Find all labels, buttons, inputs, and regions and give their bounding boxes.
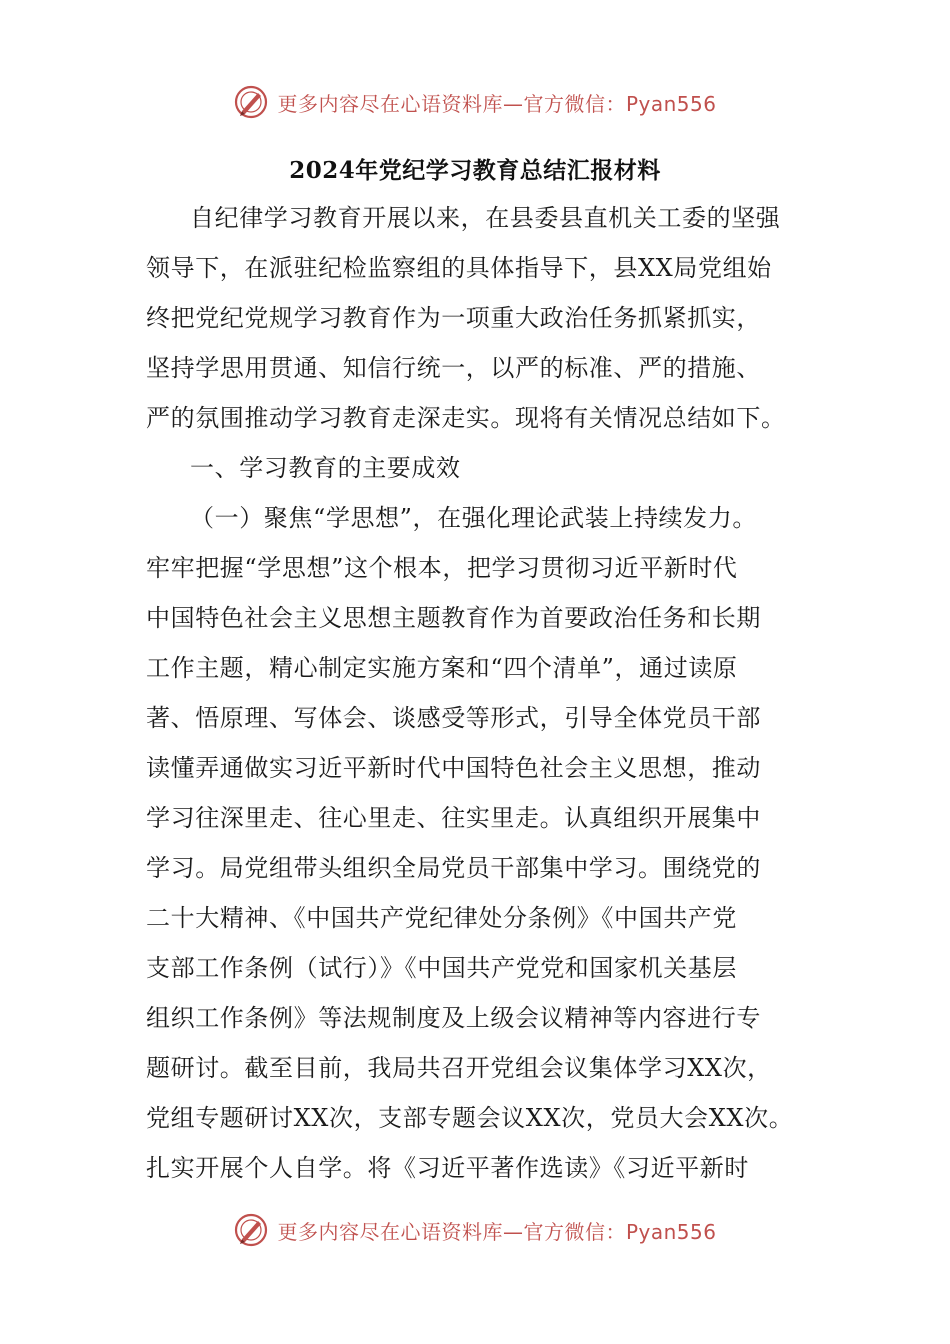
paragraph-line: 二十大精神、《中国共产党纪律处分条例》《中国共产党: [146, 904, 737, 932]
paragraph-line: 领导下，在派驻纪检监察组的具体指导下，县XX局党组始: [146, 254, 772, 282]
banner-text: 更多内容尽在心语资料库—官方微信：Pyan556: [277, 1219, 717, 1244]
paragraph-line: 读懂弄通做实习近平新时代中国特色社会主义思想，推动: [146, 754, 761, 782]
paragraph-line: 终把党纪党规学习教育作为一项重大政治任务抓紧抓实，: [146, 304, 761, 332]
pen-circle-logo-icon: [233, 84, 269, 120]
paragraph-line: 学习。局党组带头组织全局党员干部集中学习。围绕党的: [146, 854, 761, 882]
pen-circle-logo-icon: [233, 1212, 269, 1248]
paragraph-line: 学习往深里走、往心里走、往实里走。认真组织开展集中: [146, 804, 761, 832]
subsection-heading: （一）聚焦“学思想”，在强化理论武装上持续发力。: [190, 504, 757, 532]
paragraph-line: 自纪律学习教育开展以来，在县委县直机关工委的坚强: [190, 204, 781, 232]
document-title: 2024年党纪学习教育总结汇报材料: [289, 157, 661, 184]
paragraph-line: 坚持学思用贯通、知信行统一，以严的标准、严的措施、: [146, 354, 761, 382]
banner-text: 更多内容尽在心语资料库—官方微信：Pyan556: [277, 91, 717, 116]
header-watermark-banner: [0, 82, 950, 122]
paragraph-line: 牢牢把握“学思想”这个根本，把学习贯彻习近平新时代: [146, 554, 738, 582]
footer-watermark-banner: [0, 1210, 950, 1250]
paragraph-line: 党组专题研讨XX次，支部专题会议XX次，党员大会XX次。: [146, 1104, 794, 1132]
paragraph-line: 扎实开展个人自学。将《习近平著作选读》《习近平新时: [146, 1154, 749, 1182]
paragraph-line: 组织工作条例》等法规制度及上级会议精神等内容进行专: [146, 1004, 761, 1032]
paragraph-line: 支部工作条例（试行）》《中国共产党党和国家机关基层: [146, 954, 737, 982]
paragraph-line: 工作主题，精心制定实施方案和“四个清单”，通过读原: [146, 654, 738, 682]
paragraph-line: 著、悟原理、写体会、谈感受等形式，引导全体党员干部: [146, 704, 761, 732]
paragraph-line: 中国特色社会主义思想主题教育作为首要政治任务和长期: [146, 604, 761, 632]
paragraph-line: 严的氛围推动学习教育走深走实。现将有关情况总结如下。: [146, 404, 786, 432]
paragraph-line: 题研讨。截至目前，我局共召开党组会议集体学习XX次，: [146, 1054, 772, 1082]
section-heading: 一、学习教育的主要成效: [190, 454, 461, 482]
